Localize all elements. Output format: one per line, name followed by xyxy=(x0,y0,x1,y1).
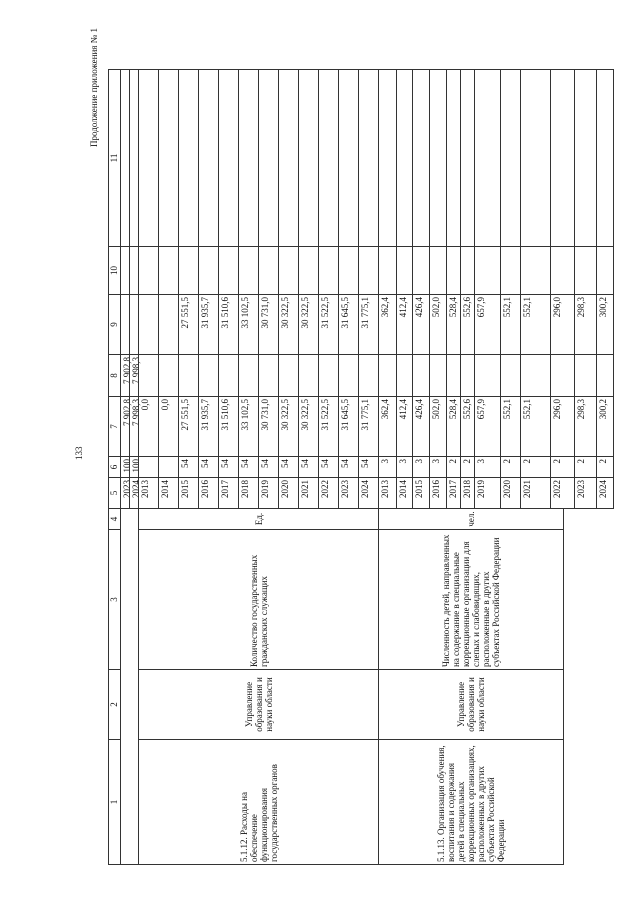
col11-cell xyxy=(574,69,597,247)
col7-cell: 412,4 xyxy=(396,396,413,457)
col7-cell: 30 322,5 xyxy=(278,396,299,457)
col7-cell: 0,0 xyxy=(138,396,159,457)
year-cell: 2023 xyxy=(120,477,130,509)
col10-cell xyxy=(298,246,319,295)
col6-cell: 2 xyxy=(574,456,597,478)
col9-cell: 502,0 xyxy=(429,294,447,355)
col9-cell: 31 645,5 xyxy=(338,294,359,355)
col8-cell xyxy=(138,354,159,397)
col7-cell: 552,1 xyxy=(500,396,521,457)
header-cell-10: 10 xyxy=(108,246,121,295)
col6-cell: 2 xyxy=(550,456,575,478)
year-cell: 2015 xyxy=(412,477,430,509)
col7-cell: 0,0 xyxy=(158,396,179,457)
col10-cell xyxy=(318,246,339,295)
year-cell: 2018 xyxy=(460,477,475,509)
header-cell-3: 3 xyxy=(108,529,121,670)
col11-cell xyxy=(178,69,199,247)
col9-cell: 296,0 xyxy=(550,294,575,355)
col9-cell: 33 102,5 xyxy=(238,294,259,355)
indicator: Количество государственных гражданских служащих xyxy=(138,529,379,670)
col8-cell xyxy=(258,354,279,397)
col6-cell: 54 xyxy=(218,456,239,478)
col10-cell xyxy=(138,246,159,295)
col8-cell xyxy=(278,354,299,397)
col7-cell: 362,4 xyxy=(378,396,397,457)
col9-cell: 300,2 xyxy=(596,294,614,355)
col11-cell xyxy=(158,69,179,247)
executor: Управление образования и науки области xyxy=(378,669,564,740)
col9-cell: 528,4 xyxy=(446,294,461,355)
col10-cell xyxy=(550,246,575,295)
col8-cell xyxy=(298,354,319,397)
col10-cell xyxy=(198,246,219,295)
col8-cell xyxy=(474,354,501,397)
year-cell: 2024 xyxy=(596,477,614,509)
col8-cell: 7 998,3 xyxy=(129,354,139,397)
col9-cell: 552,1 xyxy=(500,294,521,355)
col9-cell: 552,6 xyxy=(460,294,475,355)
col6-cell: 54 xyxy=(278,456,299,478)
col11-cell xyxy=(318,69,339,247)
unit: чел. xyxy=(378,508,564,530)
col8-cell xyxy=(460,354,475,397)
header-cell-7: 7 xyxy=(108,396,121,457)
col9-cell: 31 935,7 xyxy=(198,294,219,355)
col8-cell xyxy=(218,354,239,397)
col8-cell xyxy=(550,354,575,397)
col8-cell xyxy=(596,354,614,397)
col6-cell xyxy=(158,456,179,478)
col10-cell xyxy=(218,246,239,295)
year-cell: 2024 xyxy=(358,477,379,509)
executor: Управление образования и науки области xyxy=(138,669,379,740)
col9-cell: 30 322,5 xyxy=(298,294,319,355)
col9-cell: 31 775,1 xyxy=(358,294,379,355)
header-cell-5: 5 xyxy=(108,477,121,509)
col9-cell: 362,4 xyxy=(378,294,397,355)
col9-cell: 30 731,0 xyxy=(258,294,279,355)
col6-cell: 54 xyxy=(338,456,359,478)
col10-cell xyxy=(474,246,501,295)
col8-cell xyxy=(396,354,413,397)
col6-cell: 2 xyxy=(520,456,551,478)
header-cell-9: 9 xyxy=(108,294,121,355)
year-cell: 2018 xyxy=(238,477,259,509)
col6-cell: 2 xyxy=(500,456,521,478)
col7-cell: 426,4 xyxy=(412,396,430,457)
year-cell: 2013 xyxy=(138,477,159,509)
col6-cell: 100 xyxy=(129,456,139,478)
year-cell: 2023 xyxy=(574,477,597,509)
col10-cell xyxy=(460,246,475,295)
col8-cell xyxy=(378,354,397,397)
col10-cell xyxy=(158,246,179,295)
year-cell: 2017 xyxy=(218,477,239,509)
col11-cell xyxy=(358,69,379,247)
col6-cell: 2 xyxy=(446,456,461,478)
col8-cell: 7 902,8 xyxy=(120,354,130,397)
header-cell-11: 11 xyxy=(108,69,121,247)
col7-cell: 31 935,7 xyxy=(198,396,219,457)
col10-cell xyxy=(178,246,199,295)
col7-cell: 528,4 xyxy=(446,396,461,457)
col10-cell xyxy=(358,246,379,295)
col7-cell: 30 322,5 xyxy=(298,396,319,457)
col11-cell xyxy=(396,69,413,247)
col6-cell: 54 xyxy=(178,456,199,478)
col11-cell xyxy=(138,69,159,247)
col10-cell xyxy=(378,246,397,295)
header-cell-1: 1 xyxy=(108,739,121,865)
col8-cell xyxy=(358,354,379,397)
col9-cell: 412,4 xyxy=(396,294,413,355)
col11-cell xyxy=(338,69,359,247)
col11-cell xyxy=(218,69,239,247)
col9-cell xyxy=(138,294,159,355)
col7-cell: 298,3 xyxy=(574,396,597,457)
col9-cell: 298,3 xyxy=(574,294,597,355)
col7-cell: 552,6 xyxy=(460,396,475,457)
col7-cell: 7 902,8 xyxy=(120,396,130,457)
header-cell-4: 4 xyxy=(108,508,121,530)
col10-cell xyxy=(446,246,461,295)
section-name: 5.1.12. Расходы на обеспечение функционирования государственных органов xyxy=(138,739,379,865)
data-table xyxy=(108,70,608,865)
year-cell: 2013 xyxy=(378,477,397,509)
col9-cell: 31 522,5 xyxy=(318,294,339,355)
col10-cell xyxy=(412,246,430,295)
col8-cell xyxy=(446,354,461,397)
col6-cell: 3 xyxy=(474,456,501,478)
year-cell: 2022 xyxy=(550,477,575,509)
col10-cell xyxy=(574,246,597,295)
col11-cell xyxy=(198,69,219,247)
col11-cell xyxy=(278,69,299,247)
col7-cell: 31 775,1 xyxy=(358,396,379,457)
header-cell-2: 2 xyxy=(108,669,121,740)
col7-cell: 300,2 xyxy=(596,396,614,457)
year-cell: 2021 xyxy=(298,477,319,509)
col7-cell: 31 522,5 xyxy=(318,396,339,457)
col6-cell: 3 xyxy=(412,456,430,478)
col11-cell xyxy=(460,69,475,247)
col10-cell xyxy=(278,246,299,295)
page-number: 133 xyxy=(74,446,84,460)
year-cell: 2015 xyxy=(178,477,199,509)
col10-cell xyxy=(500,246,521,295)
col9-cell: 552,1 xyxy=(520,294,551,355)
col8-cell xyxy=(412,354,430,397)
col9-cell xyxy=(158,294,179,355)
col6-cell: 54 xyxy=(238,456,259,478)
col11-cell xyxy=(429,69,447,247)
col9-cell: 426,4 xyxy=(412,294,430,355)
col7-cell: 31 510,6 xyxy=(218,396,239,457)
col9-cell: 30 322,5 xyxy=(278,294,299,355)
continuation-note: Продолжение приложения № 1 xyxy=(89,27,99,147)
col6-cell: 2 xyxy=(460,456,475,478)
col7-cell: 27 551,5 xyxy=(178,396,199,457)
section-name: 5.1.13. Организация обучения, воспитания и содержания детей в специальных коррекционных организациях, расположенных в других субъектах Российской Федерации xyxy=(378,739,564,865)
year-cell: 2020 xyxy=(278,477,299,509)
year-cell: 2023 xyxy=(338,477,359,509)
year-cell: 2016 xyxy=(198,477,219,509)
col6-cell: 3 xyxy=(378,456,397,478)
col8-cell xyxy=(574,354,597,397)
col11-cell xyxy=(298,69,319,247)
col6-cell xyxy=(138,456,159,478)
col11-cell xyxy=(596,69,614,247)
col7-cell: 7 998,3 xyxy=(129,396,139,457)
year-cell: 2016 xyxy=(429,477,447,509)
col7-cell: 31 645,5 xyxy=(338,396,359,457)
col7-cell: 657,9 xyxy=(474,396,501,457)
year-cell: 2022 xyxy=(318,477,339,509)
col11-cell xyxy=(238,69,259,247)
col11-cell xyxy=(446,69,461,247)
col6-cell: 54 xyxy=(258,456,279,478)
year-cell: 2020 xyxy=(500,477,521,509)
col9-cell: 27 551,5 xyxy=(178,294,199,355)
year-cell: 2021 xyxy=(520,477,551,509)
unit: Ед. xyxy=(138,508,379,530)
col10-cell xyxy=(429,246,447,295)
col8-cell xyxy=(198,354,219,397)
col9-cell: 31 510,6 xyxy=(218,294,239,355)
col11-cell xyxy=(550,69,575,247)
col6-cell: 2 xyxy=(596,456,614,478)
col8-cell xyxy=(338,354,359,397)
col9-cell: 657,9 xyxy=(474,294,501,355)
col8-cell xyxy=(500,354,521,397)
col6-cell: 3 xyxy=(429,456,447,478)
col8-cell xyxy=(429,354,447,397)
col8-cell xyxy=(158,354,179,397)
col10-cell xyxy=(258,246,279,295)
header-cell-8: 8 xyxy=(108,354,121,397)
col8-cell xyxy=(520,354,551,397)
year-cell: 2019 xyxy=(258,477,279,509)
col6-cell: 54 xyxy=(358,456,379,478)
col11-cell xyxy=(378,69,397,247)
col8-cell xyxy=(178,354,199,397)
col10-cell xyxy=(520,246,551,295)
year-cell: 2014 xyxy=(396,477,413,509)
col11-cell xyxy=(412,69,430,247)
blank-merged-cell xyxy=(120,508,139,865)
col6-cell: 100 xyxy=(120,456,130,478)
col10-cell xyxy=(396,246,413,295)
header-cell-6: 6 xyxy=(108,456,121,478)
col11-cell xyxy=(500,69,521,247)
col6-cell: 54 xyxy=(198,456,219,478)
col6-cell: 3 xyxy=(396,456,413,478)
col7-cell: 502,0 xyxy=(429,396,447,457)
col10-cell xyxy=(338,246,359,295)
col7-cell: 30 731,0 xyxy=(258,396,279,457)
col7-cell: 552,1 xyxy=(520,396,551,457)
col8-cell xyxy=(318,354,339,397)
col10-cell xyxy=(596,246,614,295)
col6-cell: 54 xyxy=(298,456,319,478)
col11-cell xyxy=(258,69,279,247)
col10-cell xyxy=(238,246,259,295)
col11-cell xyxy=(474,69,501,247)
year-cell: 2014 xyxy=(158,477,179,509)
indicator: Численность детей, направленных на содержание в специальные коррекционные организации для слепых и слабовидящих, расположенные в других субъектах Российской Федерации xyxy=(378,529,564,670)
col8-cell xyxy=(238,354,259,397)
year-cell: 2017 xyxy=(446,477,461,509)
col7-cell: 33 102,5 xyxy=(238,396,259,457)
col7-cell: 296,0 xyxy=(550,396,575,457)
year-cell: 2024 xyxy=(129,477,139,509)
col6-cell: 54 xyxy=(318,456,339,478)
year-cell: 2019 xyxy=(474,477,501,509)
col11-cell xyxy=(520,69,551,247)
